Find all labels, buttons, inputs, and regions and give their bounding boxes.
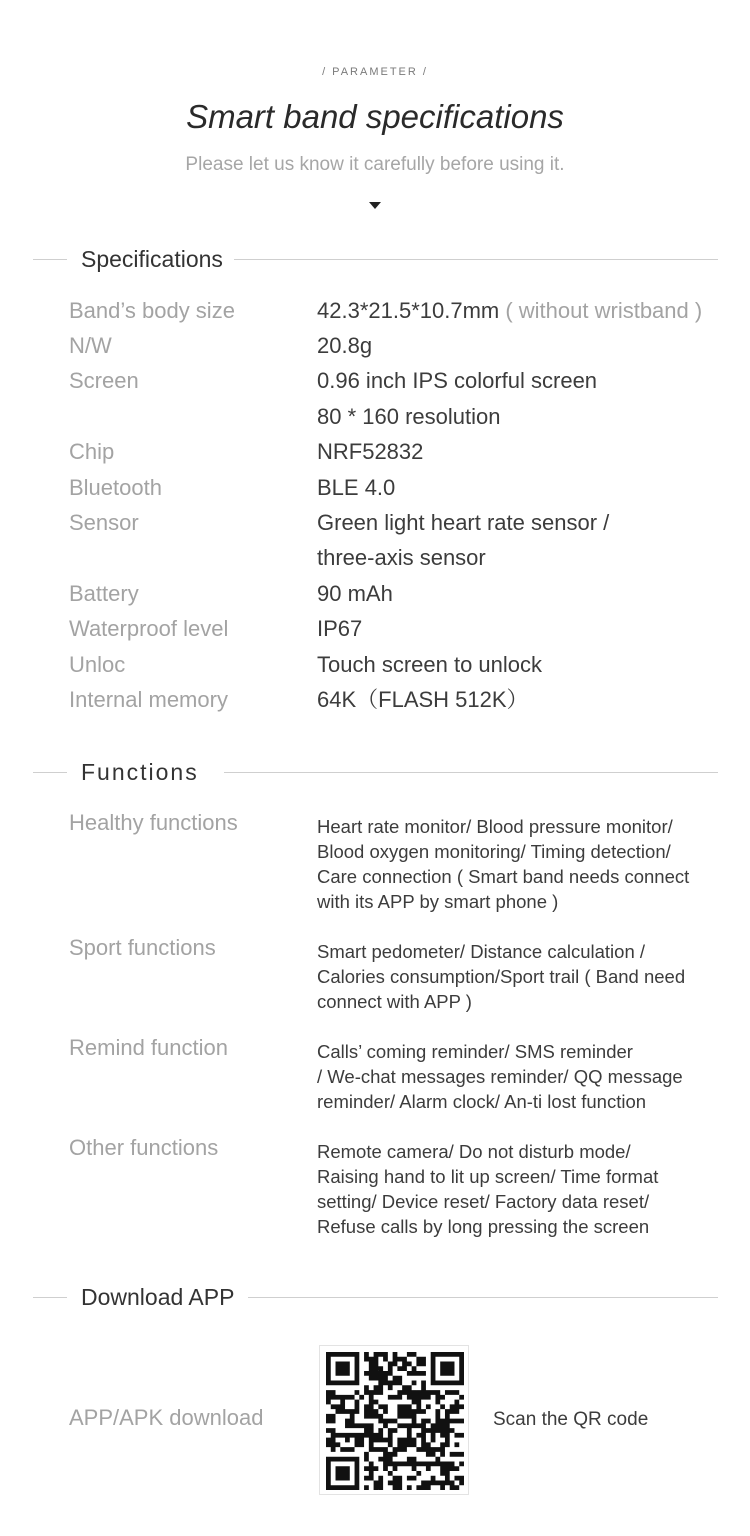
spec-value: 20.8g [317,333,373,358]
divider [33,772,67,773]
spec-label: N/W [69,333,112,358]
divider [224,772,718,773]
spec-value: NRF52832 [317,439,424,464]
spec-label: Screen [69,368,139,393]
divider [33,259,67,260]
function-label: Other functions [69,1135,219,1160]
function-description: Heart rate monitor/ Blood pressure monitor/ Blood oxygen monitoring/ Timing detection/ Care connection ( Smart band needs connect with its APP by smart phone ) [317,816,690,912]
scan-qr-text: Scan the QR code [493,1409,649,1430]
spec-label: Waterproof level [69,616,229,641]
spec-label: Unloc [69,652,126,677]
spec-value: 90 mAh [317,581,393,606]
divider [234,259,718,260]
spec-note: ( without wristband ) [499,298,703,323]
spec-label: Band’s body size [69,298,235,323]
spec-value: 42.3*21.5*10.7mm ( without wristband ) [317,298,703,323]
spec-label: Sensor [69,510,139,535]
spec-label: Chip [69,439,115,464]
spec-value: 80 * 160 resolution [317,404,501,429]
function-description: Remote camera/ Do not disturb mode/ Raising hand to lit up screen/ Time format setting/ Device reset/ Factory data reset/ Refuse calls by long pressing the screen [317,1141,659,1237]
spec-value: Green light heart rate sensor / [317,510,610,535]
spec-label: Bluetooth [69,475,162,500]
function-description: Smart pedometer/ Distance calculation / Calories consumption/Sport trail ( Band need connect with APP ) [317,941,686,1012]
spec-label: Battery [69,581,139,606]
function-label: Remind function [69,1035,228,1060]
spec-value: three-axis sensor [317,545,486,570]
section-title: Functions [81,756,199,788]
spec-value: BLE 4.0 [317,475,396,500]
caret-down-icon [369,202,381,209]
section-title: Download APP [81,1281,234,1313]
download-heading [0,1281,750,1313]
download-label: APP/APK download [69,1405,264,1430]
specifications-heading [0,243,750,275]
page-title: Smart band specifications [186,98,564,135]
functions-heading [0,756,750,788]
divider [33,1297,67,1298]
function-label: Sport functions [69,935,216,960]
spec-value: 0.96 inch IPS colorful screen [317,368,598,393]
section-title: Specifications [81,243,223,275]
function-label: Healthy functions [69,810,238,835]
qr-code-image[interactable] [319,1345,469,1495]
spec-value: Touch screen to unlock [317,652,543,677]
spec-value: IP67 [317,616,363,641]
eyebrow-label: / PARAMETER / [322,66,428,78]
qr-code-icon [326,1352,464,1490]
page-subtitle: Please let us know it carefully before using it. [185,154,565,175]
spec-label: Internal memory [69,687,228,712]
function-description: Calls’ coming reminder/ SMS reminder / We-chat messages reminder/ QQ message reminder/ Alarm clock/ An-ti lost function [317,1041,683,1112]
spec-value: 64K（FLASH 512K） [317,687,529,712]
divider [248,1297,718,1298]
